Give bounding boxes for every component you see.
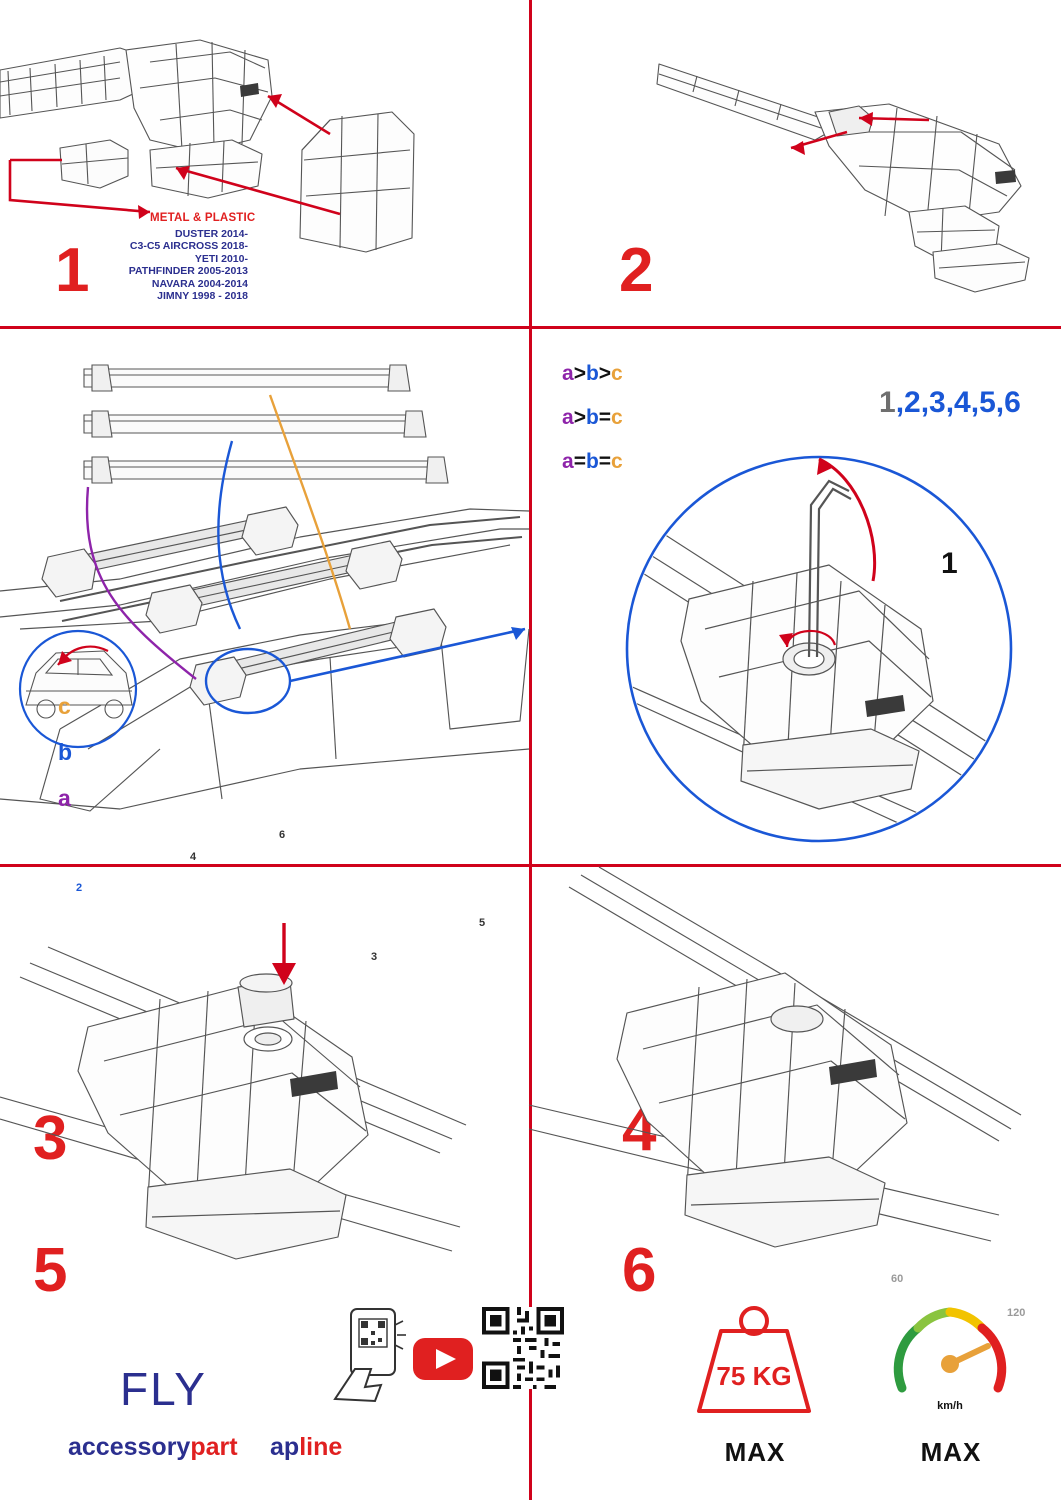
step6-illustration (529, 867, 1061, 1287)
step-number-6: 6 (622, 1236, 657, 1305)
brand-apline (270, 1433, 342, 1462)
cmp1-op1: > (573, 362, 586, 385)
step4-callout-1: 1 (941, 547, 958, 580)
cmp3-op1: = (573, 450, 586, 473)
vehicle-item: YETI 2010- (194, 252, 248, 265)
step-number-3: 3 (33, 1104, 68, 1173)
brand-ap: ap (270, 1433, 300, 1461)
weight-value: 75 KG (716, 1361, 792, 1391)
panel-step-6 (529, 867, 1061, 1500)
cmp2-a: a (562, 406, 574, 429)
youtube-icon[interactable] (412, 1337, 474, 1381)
cmp3-a: a (562, 450, 574, 473)
cmp3-op2: = (598, 450, 612, 473)
step2-illustration (529, 0, 1061, 326)
brand-fly: FLY (120, 1363, 207, 1415)
brand-line-suffix: line (299, 1433, 343, 1461)
panel-step-2 (529, 0, 1061, 326)
vehicle-item: NAVARA 2004-2014 (151, 277, 248, 290)
step-number-5: 5 (33, 1236, 68, 1305)
callout-5: 5 (479, 917, 486, 929)
callout-4: 4 (190, 851, 197, 863)
panel-step-5 (0, 867, 529, 1500)
speed-unit-label: km/h (937, 1400, 963, 1412)
cmp2-op2: = (598, 406, 612, 429)
cmp2-op1: > (573, 406, 586, 429)
brand-accessory: accessory (68, 1433, 191, 1461)
brand-part: part (190, 1433, 238, 1461)
step-number-1: 1 (55, 236, 90, 305)
weight-limit-icon (689, 1297, 819, 1419)
callout-2: 2 (76, 882, 83, 894)
step3-illustration (0, 329, 529, 864)
metal-plastic-heading: METAL & PLASTIC (150, 212, 256, 224)
vehicle-item: DUSTER 2014- (175, 228, 248, 240)
vehicle-item: PATHFINDER 2005-2013 (128, 265, 248, 278)
bar-label-a: a (58, 785, 71, 811)
panel-step-1 (0, 0, 529, 326)
cmp1-c: c (611, 362, 623, 385)
speed-max-label: MAX (920, 1437, 982, 1467)
vehicle-item: C3-C5 AIRCROSS 2018- (129, 240, 248, 253)
step-number-2: 2 (619, 236, 654, 305)
vehicle-item: JIMNY 1998 - 2018 (157, 289, 248, 302)
bar-label-b: b (58, 739, 73, 765)
cmp3-c: c (611, 450, 623, 473)
cmp1-op2: > (598, 362, 612, 385)
sequence-first: 1 (879, 386, 896, 419)
cmp1-a: a (562, 362, 574, 385)
sequence-rest: ,2,3,4,5,6 (895, 386, 1021, 419)
tighten-sequence (879, 386, 1021, 420)
callout-3: 3 (371, 951, 378, 963)
cmp3-b: b (585, 450, 599, 473)
cmp2-b: b (585, 406, 599, 429)
cmp1-b: b (585, 362, 599, 385)
weight-max-label: MAX (724, 1437, 786, 1467)
panel-step-3 (0, 329, 529, 1173)
callout-6: 6 (279, 829, 286, 841)
brand-tagline (68, 1433, 238, 1462)
gauge-min-label: 60 (891, 1273, 904, 1285)
phone-scan-icon (325, 1307, 411, 1403)
step-number-4: 4 (622, 1095, 657, 1164)
bar-label-c: c (58, 693, 71, 719)
panel-step-4 (529, 329, 1061, 1164)
step5-illustration (0, 867, 529, 1287)
gauge-max-label: 120 (1007, 1307, 1026, 1319)
cmp2-c: c (611, 406, 623, 429)
